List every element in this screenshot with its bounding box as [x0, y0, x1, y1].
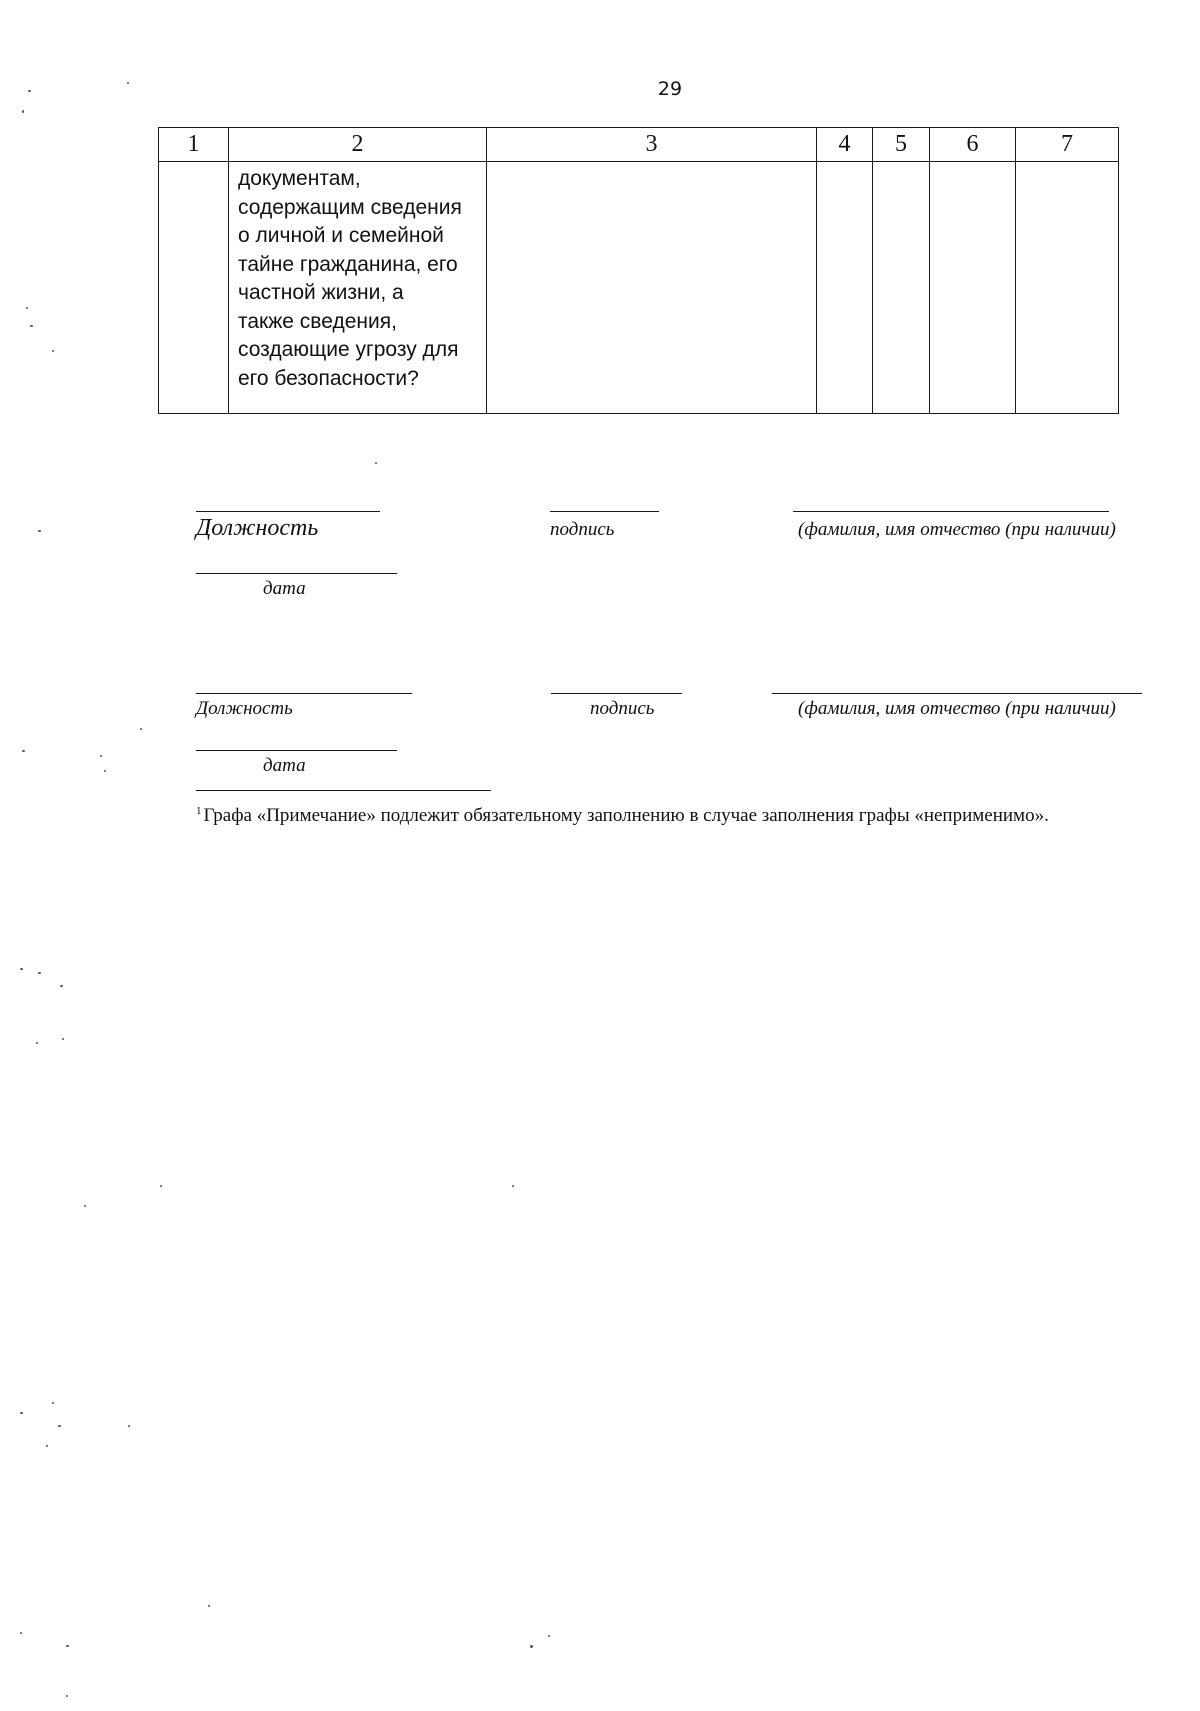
date-label: дата — [263, 755, 306, 776]
scan-speck — [20, 968, 23, 970]
scan-speck — [160, 1185, 162, 1187]
column-header-5: 5 — [873, 128, 930, 162]
scan-speck — [46, 1445, 48, 1447]
scan-speck — [36, 1042, 38, 1044]
scan-speck — [20, 1412, 23, 1414]
scan-speck — [52, 1402, 54, 1404]
scan-speck — [127, 82, 129, 84]
scan-speck — [58, 1425, 61, 1427]
scan-speck — [548, 1635, 550, 1637]
scan-speck — [512, 1185, 514, 1187]
scan-speck — [22, 110, 24, 113]
signature-label: подпись — [590, 698, 655, 719]
column-header-1: 1 — [159, 128, 229, 162]
table-cell-col4 — [817, 162, 873, 414]
date-label: дата — [263, 578, 306, 599]
scan-speck — [30, 325, 33, 327]
scan-speck — [38, 530, 41, 532]
scan-speck — [66, 1695, 68, 1697]
scan-speck — [84, 1205, 86, 1207]
signature-line — [550, 511, 659, 512]
scan-speck — [22, 750, 25, 752]
footnote-separator — [196, 790, 491, 791]
table-cell-col6 — [930, 162, 1016, 414]
page-number: 29 — [657, 78, 683, 100]
footnote-marker: 1 — [196, 805, 202, 817]
column-header-4: 4 — [817, 128, 873, 162]
scan-speck — [208, 1605, 210, 1607]
scan-speck — [375, 462, 377, 464]
footnote-text: Графа «Примечание» подлежит обязательному заполнению в случае заполнения графы «неприменимо». — [203, 805, 1049, 826]
name-label: (фамилия, имя отчество (при наличии) — [798, 698, 1116, 719]
scan-speck — [530, 1645, 533, 1648]
position-label: Должность — [196, 515, 319, 541]
name-label: (фамилия, имя отчество (при наличии) — [798, 519, 1116, 540]
date-line — [196, 750, 397, 751]
question-text: документам, содержащим сведения о личной и семейной тайне гражданина, его частной жизни, а также сведения, создающие угрозу для его безопасности? — [238, 167, 462, 390]
form-table — [158, 127, 1119, 414]
position-line — [196, 693, 412, 694]
position-line — [196, 511, 380, 512]
name-line — [772, 693, 1142, 694]
signature-label: подпись — [550, 519, 615, 540]
table-cell-col5 — [873, 162, 930, 414]
scan-speck — [100, 755, 102, 757]
table-cell-col7 — [1016, 162, 1119, 414]
scan-speck — [60, 985, 63, 987]
scan-speck — [20, 1632, 22, 1634]
scan-speck — [62, 1038, 64, 1040]
table-header-row — [159, 128, 1119, 162]
scan-speck — [104, 770, 106, 772]
table-row — [159, 162, 1119, 414]
scan-speck — [26, 307, 28, 309]
table-cell-question — [229, 162, 487, 414]
column-header-2: 2 — [229, 128, 487, 162]
footnote — [196, 805, 1049, 827]
scan-speck — [66, 1645, 69, 1647]
signature-line — [551, 693, 682, 694]
scan-speck — [128, 1425, 130, 1427]
scan-speck — [38, 972, 41, 974]
table-cell-col1 — [159, 162, 229, 414]
column-header-3: 3 — [487, 128, 817, 162]
table-cell-col3 — [487, 162, 817, 414]
position-label: Должность — [196, 698, 293, 719]
name-line — [793, 511, 1109, 512]
scan-speck — [52, 350, 54, 352]
date-line — [196, 573, 397, 574]
scan-speck — [28, 90, 31, 92]
scan-speck — [140, 728, 142, 730]
column-header-6: 6 — [930, 128, 1016, 162]
column-header-7: 7 — [1016, 128, 1119, 162]
